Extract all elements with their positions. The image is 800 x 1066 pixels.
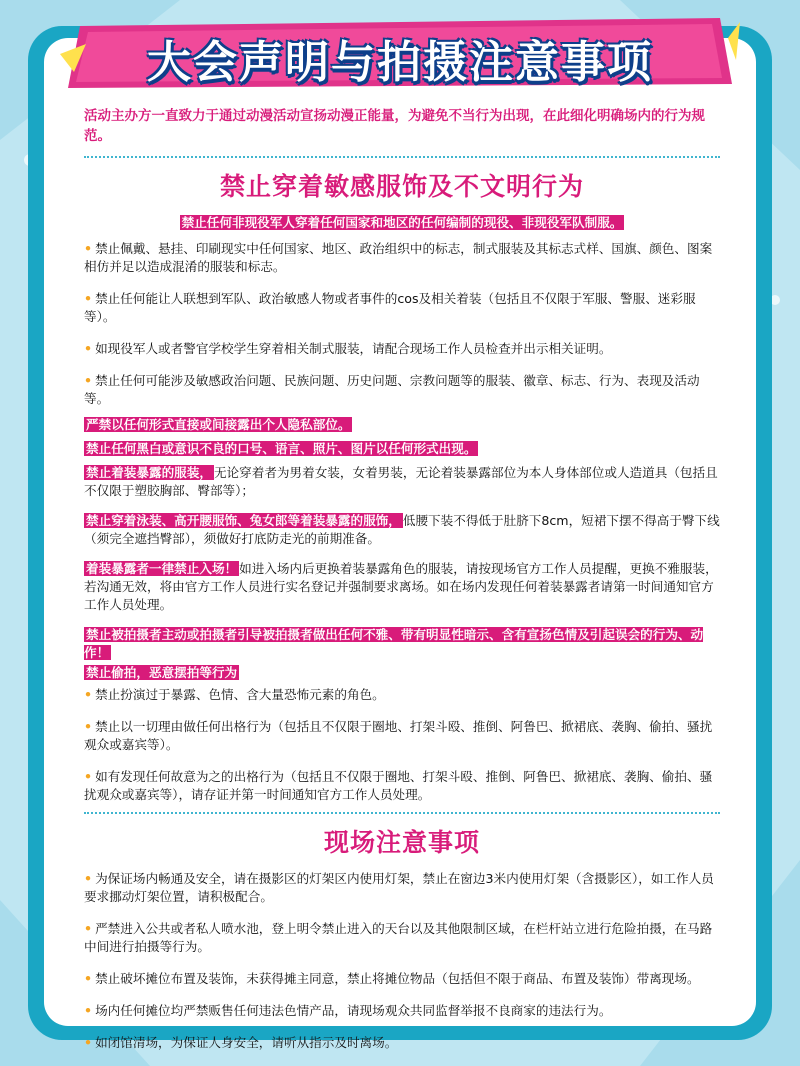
bullet-icon: •: [84, 1035, 93, 1050]
highlight-rule: 禁止被拍摄者主动或拍摄者引导被拍摄者做出任何不雅、带有明显性暗示、含有宣扬色情及引起误会的行为、动作！: [84, 627, 704, 660]
bullet-icon: •: [84, 719, 93, 734]
list-item: • 禁止佩戴、悬挂、印刷现实中任何国家、地区、政治组织中的标志，制式服装及其标志式样、国旗、颜色、图案相仿并足以造成混淆的服装和标志。: [84, 241, 713, 274]
rule-paragraph: 禁止着装暴露的服装， 无论穿着者为男着女装，女着男装，无论着装暴露部位为本人身体部位或人造道具（包括且不仅限于塑胶胸部、臀部等）；: [84, 465, 718, 498]
highlight-rule: 严禁以任何形式直接或间接露出个人隐私部位。: [86, 417, 351, 432]
list-item: • 禁止任何可能涉及敏感政治问题、民族问题、历史问题、宗教问题等的服装、徽章、标志、行为、表现及活动等。: [84, 373, 700, 406]
section-subhead: 禁止任何非现役军人穿着任何国家和地区的任何编制的现役、非现役军队制服。: [181, 215, 623, 230]
bullet-icon: •: [84, 871, 93, 886]
highlight-rule: 禁止任何黑白或意识不良的口号、语言、照片、图片以任何形式出现。: [86, 441, 477, 456]
highlight-rule: 着装暴露者一律禁止入场！: [86, 561, 238, 576]
section-title-2: 现场注意事项: [323, 828, 480, 857]
divider: [84, 156, 720, 158]
bullet-icon: •: [84, 971, 93, 986]
title-banner: [60, 14, 740, 92]
list-item: • 如闭馆清场，为保证人身安全，请听从指示及时离场。: [84, 1035, 398, 1050]
rule-paragraph: 着装暴露者一律禁止入场！ 如进入场内后更换着装暴露角色的服装，请按现场官方工作人员提醒，更换不雅服装，若沟通无效，将由官方工作人员进行实名登记并强制要求离场。如在场内发现任何着装暴露者请第一时间通知官方工作人员处理。: [84, 561, 718, 612]
bullet-icon: •: [84, 687, 93, 702]
section-title-1: 禁止穿着敏感服饰及不文明行为: [219, 172, 584, 201]
bullet-icon: •: [84, 373, 93, 388]
main-content: [84, 106, 720, 1066]
highlight-rule: 禁止偷拍，恶意摆拍等行为: [86, 665, 238, 680]
highlight-rule: 禁止穿着泳装、高开腰服饰、兔女郎等着装暴露的服饰，: [86, 513, 401, 528]
page-title: 大会声明与拍摄注意事项: [147, 37, 653, 88]
divider: [84, 812, 720, 814]
list-item: • 场内任何摊位均严禁贩售任何违法色情产品，请现场观众共同监督举报不良商家的违法行为。: [84, 1003, 612, 1018]
list-item: • 严禁进入公共或者私人喷水池，登上明令禁止进入的天台以及其他限制区域，在栏杆站立进行危险拍摄，在马路中间进行拍摄等行为。: [84, 921, 713, 954]
list-item: • 禁止以一切理由做任何出格行为（包括且不仅限于圈地、打架斗殴、推倒、阿鲁巴、掀裙底、袭胸、偷拍、骚扰观众或嘉宾等）。: [84, 719, 713, 752]
bullet-icon: •: [84, 341, 93, 356]
list-item: • 禁止破坏摊位布置及装饰，未获得摊主同意，禁止将摊位物品（包括但不限于商品、布置及装饰）带离现场。: [84, 971, 700, 986]
list-item: • 为保证场内畅通及安全，请在摄影区的灯架区内使用灯架，禁止在窗边3米内使用灯架（含摄影区），如工作人员要求挪动灯架位置，请积极配合。: [84, 871, 714, 904]
list-item: • 禁止任何能让人联想到军队、政治敏感人物或者事件的cos及相关着装（包括且不仅限于军服、警服、迷彩服等）。: [84, 291, 696, 324]
highlight-rule: 禁止着装暴露的服装，: [86, 465, 212, 480]
bullet-icon: •: [84, 921, 93, 936]
intro-text: 活动主办方一直致力于通过动漫活动宣扬动漫正能量，为避免不当行为出现，在此细化明确场内的行为规范。: [84, 108, 705, 144]
list-item: • 禁止扮演过于暴露、色情、含大量恐怖元素的角色。: [84, 687, 385, 702]
bullet-icon: •: [84, 1003, 93, 1018]
bullet-icon: •: [84, 769, 93, 784]
list-item: • 如现役军人或者警官学校学生穿着相关制式服装，请配合现场工作人员检查并出示相关证明。: [84, 341, 612, 356]
rule-paragraph: 禁止穿着泳装、高开腰服饰、兔女郎等着装暴露的服饰， 低腰下装不得低于肚脐下8cm，短裙下摆不得高于臀下线（须完全遮挡臀部），须做好打底防走光的前期准备。: [84, 513, 720, 546]
bullet-icon: •: [84, 291, 93, 306]
bullet-icon: •: [84, 241, 93, 256]
list-item: • 如有发现任何故意为之的出格行为（包括且不仅限于圈地、打架斗殴、推倒、阿鲁巴、掀裙底、袭胸、偷拍、骚扰观众或嘉宾等），请存证并第一时间通知官方工作人员处理。: [84, 769, 713, 802]
